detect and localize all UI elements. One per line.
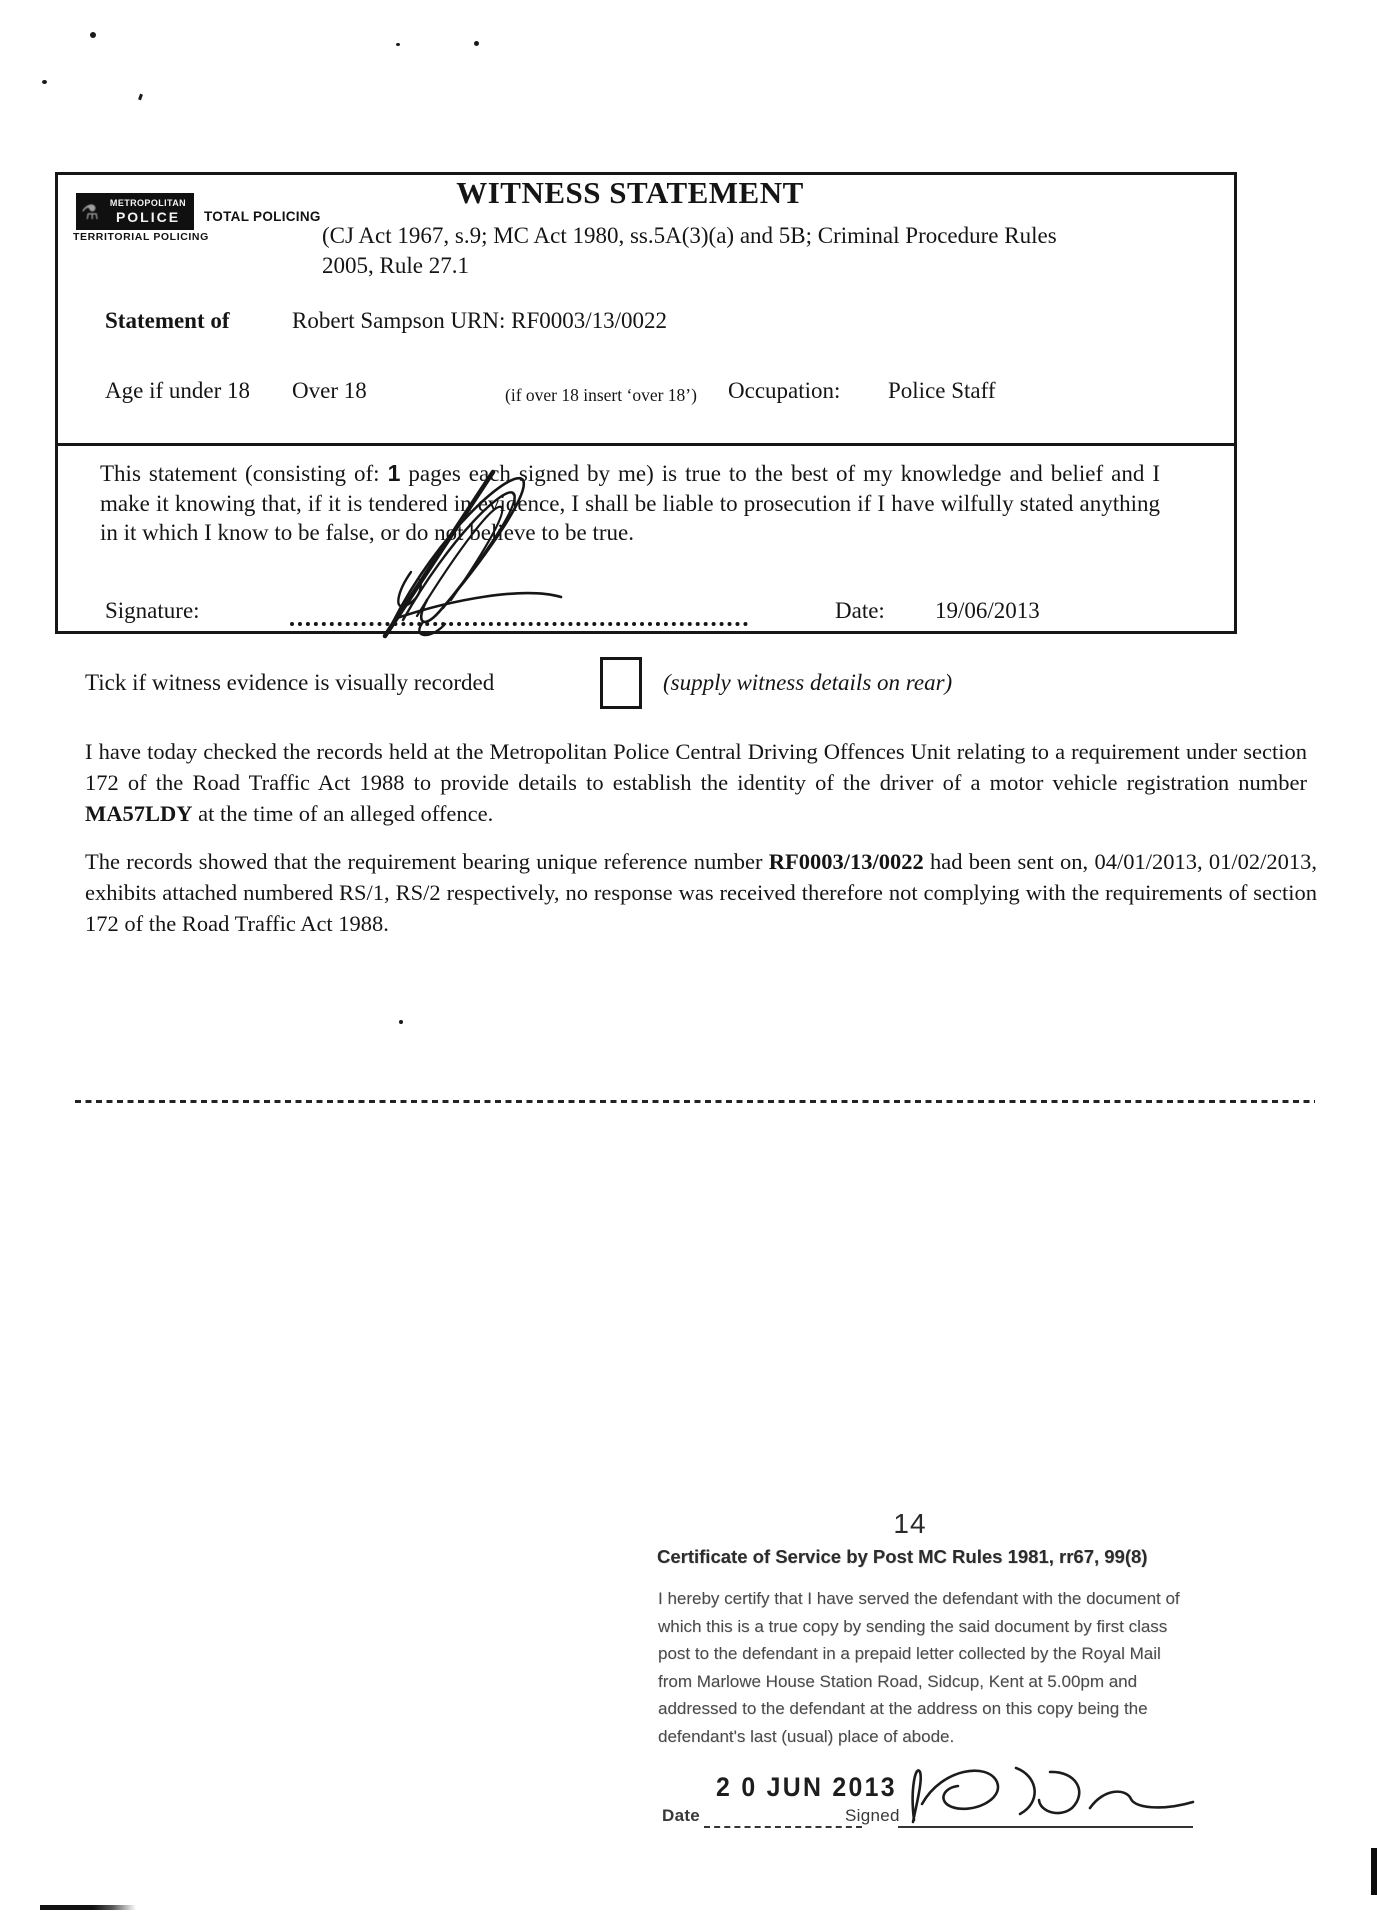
visually-recorded-note: (supply witness details on rear) — [663, 670, 953, 695]
unique-reference-number: RF0003/13/0022 — [768, 849, 924, 874]
scan-smudge — [40, 1905, 136, 1910]
page-number: 14 — [893, 1508, 927, 1539]
certificate-date-label: Date — [662, 1806, 701, 1825]
statement-of-value: Robert Sampson URN: RF0003/13/0022 — [292, 308, 668, 333]
certificate-heading: Certificate of Service by Post MC Rules 1981, rr67, 99(8) — [657, 1546, 1148, 1567]
statement-paragraph-1 — [85, 736, 1307, 829]
legal-reference-line1: (CJ Act 1967, s.9; MC Act 1980, ss.5A(3)(a) and 5B; Criminal Procedure Rules — [322, 223, 1057, 248]
certificate-signed-label: Signed — [845, 1806, 900, 1825]
age-hint: (if over 18 insert ‘over 18’) — [505, 385, 697, 405]
certificate-body: I hereby certify that I have served the defendant with the document of which this is a true copy by sending the said document by first class post to the defendant in a prepaid letter collected by the Royal Mail from Marlowe House Station Road, Sidcup, Kent at 5.00pm and addressed to the defendant at the address on this copy being the defendant's last (usual) place of abode. — [658, 1589, 1180, 1746]
occupation-value: Police Staff — [888, 378, 996, 403]
legal-reference-line2: 2005, Rule 27.1 — [322, 253, 469, 278]
statement-date-label: Date: — [835, 598, 885, 623]
total-policing-tagline: TOTAL POLICING — [204, 209, 321, 224]
occupation-label: Occupation: — [728, 378, 841, 403]
logo-line-police: POLICE — [115, 209, 181, 225]
paragraph2-text: The records showed that the requirement bearing unique reference number — [85, 849, 769, 874]
met-police-logo — [76, 193, 194, 230]
paragraph2-text-end: had been sent on, 04/01/2013, 01/02/2013, exhibits attached numbered RS/1, RS/2 respectively, no response was received therefore not complying with the requirements of section 172 of the Road Traffic Act 1988. — [85, 849, 1317, 936]
met-police-logo-text — [102, 199, 194, 224]
scan-edge-artifact — [1371, 1848, 1377, 1895]
declaration-paragraph — [100, 459, 1160, 548]
scan-speck — [138, 94, 143, 101]
age-label: Age if under 18 — [105, 378, 250, 403]
form-section-divider — [55, 443, 1237, 446]
pages-count: 1 — [387, 460, 401, 486]
declaration-text-before: This statement (consisting of: — [100, 461, 388, 486]
statement-paragraph-2 — [85, 846, 1317, 939]
age-value: Over 18 — [292, 378, 367, 403]
visually-recorded-label: Tick if witness evidence is visually recorded — [85, 670, 495, 695]
scan-speck — [399, 1020, 403, 1024]
met-police-crest-icon: ⚗ — [81, 199, 99, 224]
scan-speck — [474, 41, 479, 46]
scan-speck — [90, 32, 96, 38]
visually-recorded-checkbox[interactable] — [600, 657, 642, 709]
server-signature-scrawl — [900, 1758, 1200, 1828]
certificate-date-line — [704, 1800, 862, 1828]
signature-label: Signature: — [105, 598, 200, 623]
scan-speck — [42, 80, 47, 84]
territorial-policing-label: TERRITORIAL POLICING — [73, 231, 209, 243]
paragraph1-text: I have today checked the records held at the Metropolitan Police Central Driving Offences Unit relating to a requirement under section 172 of the Road Traffic Act 1988 to provide details to establish the identity of the driver of a motor vehicle registration number — [85, 739, 1307, 795]
logo-line-metropolitan: METROPOLITAN — [109, 198, 187, 208]
scan-speck — [396, 43, 400, 46]
statement-of-label: Statement of — [105, 308, 230, 333]
vehicle-registration-number: MA57LDY — [85, 801, 193, 826]
witness-signature-scrawl — [365, 450, 585, 650]
statement-date-value: 19/06/2013 — [935, 598, 1040, 623]
declaration-text-after: pages each signed by me) is true to the best of my knowledge and belief and I make it knowing that, if it is tendered in evidence, I shall be liable to prosecution if I have wilfully stated anything in it which I know to be false, or do not believe to be true. — [100, 461, 1161, 545]
dashed-separator-line — [75, 1100, 1315, 1103]
page-title: WITNESS STATEMENT — [456, 175, 804, 210]
paragraph1-text-end: at the time of an alleged offence. — [192, 801, 494, 826]
legal-reference — [322, 221, 1242, 281]
date-stamp: 2 0 JUN 2013 — [716, 1772, 897, 1802]
